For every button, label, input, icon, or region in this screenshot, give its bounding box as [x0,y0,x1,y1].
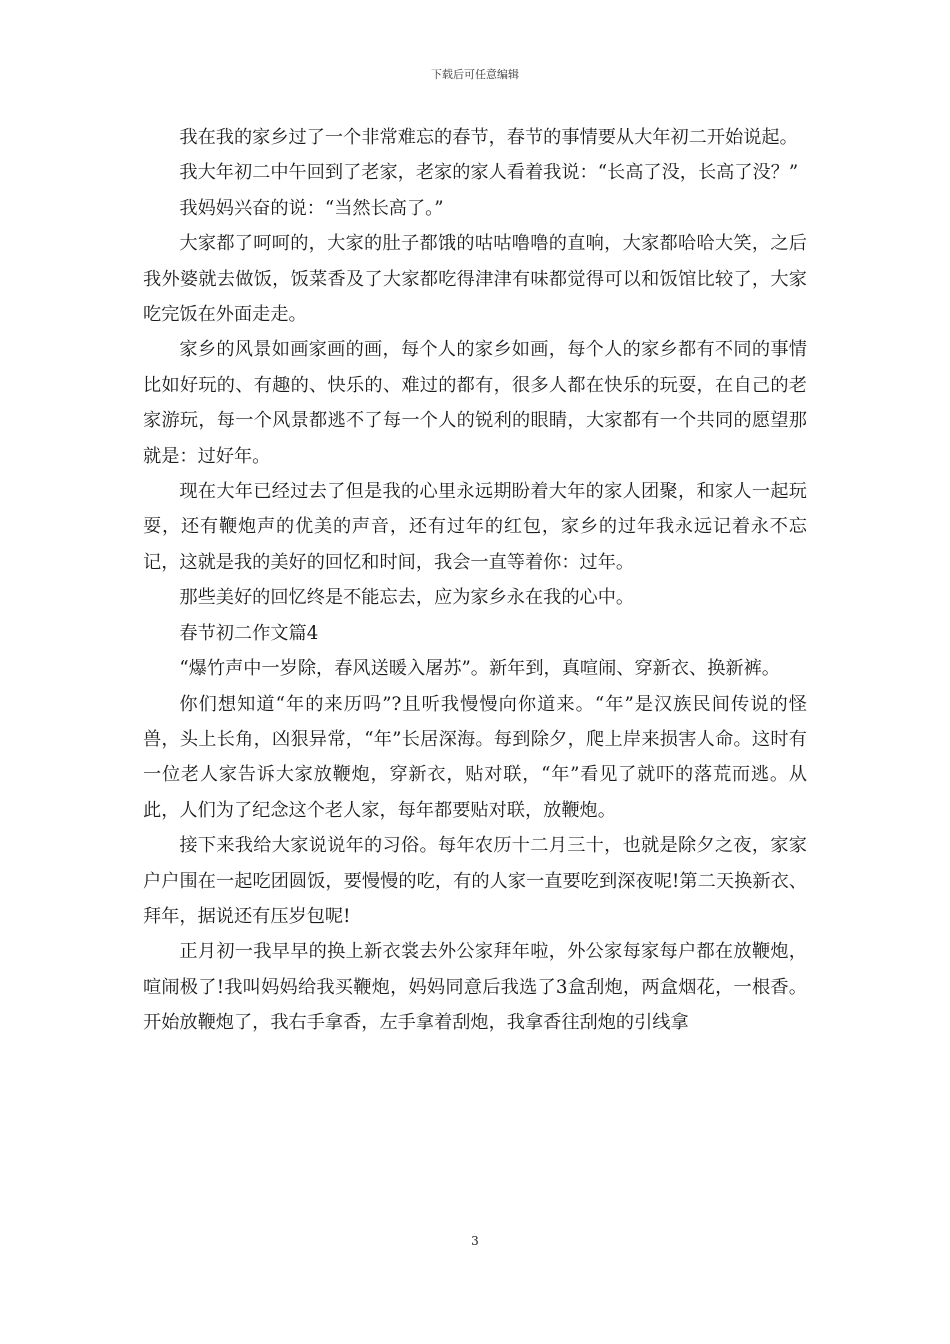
paragraph: 我大年初二中午回到了老家，老家的家人看着我说：“长高了没，长高了没？” [179,162,799,184]
paragraph: 那些美好的回忆终是不能忘去，应为家乡永在我的心中。 [179,587,635,609]
paragraph: 现在大年已经过去了但是我的心里永远期盼着大年的家人团聚，和家人一起玩耍，还有鞭炮声的优美的声音，还有过年的红包，家乡的过年我永远记着永不忘记，这就是我的美好的回忆和时间，我会一直等着你：过年。 [143,481,807,573]
page-number: 3 [471,1234,479,1248]
paragraph: 你们想知道“年的来历吗”?且听我慢慢向你道来。“年”是汉族民间传说的怪兽，头上长角，凶狠异常，“年”长居深海。每到除夕，爬上岸来损害人命。这时有一位老人家告诉大家放鞭炮，穿新衣，贴对联，“年”看见了就吓的落荒而逃。从此，人们为了纪念这个老人家，每年都要贴对联，放鞭炮。 [143,693,807,821]
section-heading: 春节初二作文篇4 [179,622,319,644]
paragraph: 接下来我给大家说说年的习俗。每年农历十二月三十，也就是除夕之夜，家家户户围在一起吃团圆饭，要慢慢的吃，有的人家一直要吃到深夜呢!第二天换新衣、拜年，据说还有压岁包呢! [143,835,807,927]
paragraph: 我妈妈兴奋的说：“当然长高了。” [179,197,444,219]
paragraph: 正月初一我早早的换上新衣裳去外公家拜年啦，外公家每家每户都在放鞭炮，喧闹极了!我叫妈妈给我买鞭炮，妈妈同意后我选了3盒刮炮，两盒烟花，一根香。开始放鞭炮了，我右手拿香，左手拿着刮炮，我拿香往刮炮的引线拿 [143,941,807,1034]
paragraph: “爆竹声中一岁除，春风送暖入屠苏”。新年到，真喧闹、穿新衣、换新裤。 [179,658,780,680]
paragraph: 我在我的家乡过了一个非常难忘的春节，春节的事情要从大年初二开始说起。 [179,127,798,148]
document-body [143,120,807,1041]
paragraph: 大家都了呵呵的，大家的肚子都饿的咕咕噜噜的直响，大家都哈哈大笑，之后我外婆就去做饭，饭菜香及了大家都吃得津津有味都觉得可以和饭馆比较了，大家吃完饭在外面走走。 [143,233,807,326]
page-header: 下载后可任意编辑 [431,68,519,81]
paragraph: 家乡的风景如画家画的画，每个人的家乡如画，每个人的家乡都有不同的事情比如好玩的、有趣的、快乐的、难过的都有，很多人都在快乐的玩耍，在自己的老家游玩，每一个风景都逃不了每一个人的锐利的眼睛，大家都有一个共同的愿望那就是：过好年。 [143,339,807,467]
